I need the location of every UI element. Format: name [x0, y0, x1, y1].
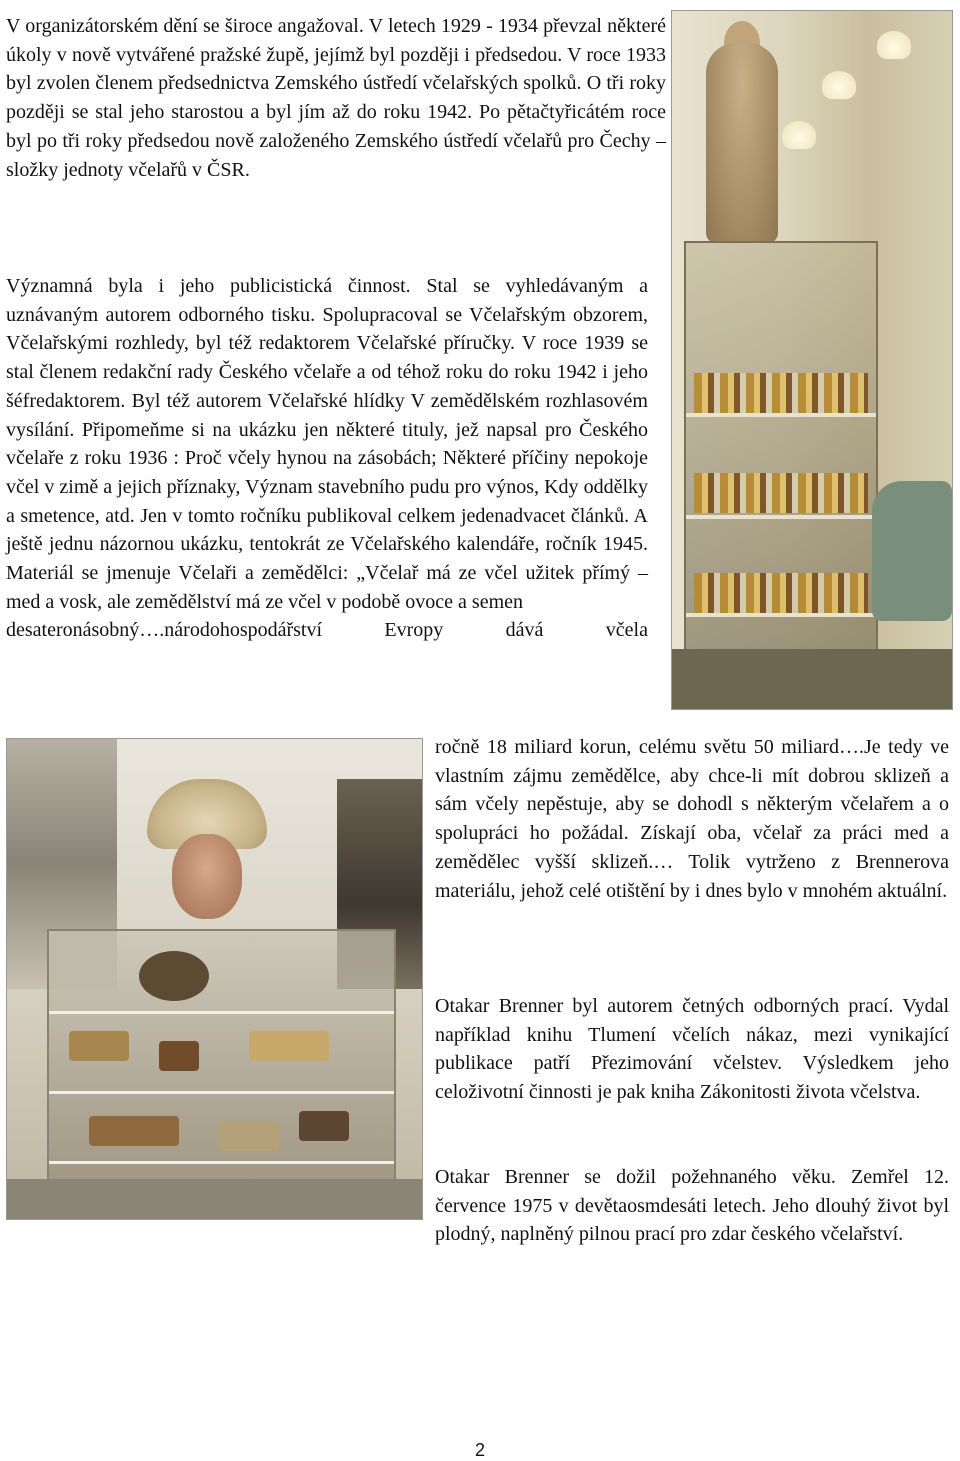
- paragraph-organizational: V organizátorském dění se široce angažoval. V letech 1929 - 1934 převzal některé úkoly v nově vytvářené pražské župě, jejímž byl později i předsedou. V roce 1933 byl zvolen členem předsednictva Zemského ústředí včelařských spolků. O tři roky později se stal jeho starostou a byl jím až do roku 1942. Po pětačtyřicátém roce byl po tři roky předsedou nově založeného Zemského ústředí včelařů pro Čechy – složky jednoty včelařů v ČSR.: [6, 15, 666, 181]
- paragraph-works: Otakar Brenner byl autorem četných odborných prací. Vydal například knihu Tlumení včelích nákaz, mezi vynikající publikace patří Přezimování včelstev. Výsledkem jeho celoživotní činnosti je pak kniha Zákonitosti života včelstva.: [435, 995, 949, 1104]
- paragraph-publicist: [6, 272, 648, 645]
- page-number: 2: [474, 1440, 485, 1460]
- display-case-hat-photo: [6, 738, 423, 1220]
- paragraph-publicist-break-line: desateronásobný….národohospodářství Evropy dává včela: [6, 619, 648, 642]
- paragraph-publicist-continued: ročně 18 miliard korun, celému světu 50 miliard….Je tedy ve vlastním zájmu zemědělce, aby chce-li mít dobrou sklizeň a sám včely nepěstuje, aby se dohodl s některým včelařem a o spolupráci ho požádal. Získají oba, včelař za práci med a zemědělec vyšší sklizeň.… Tolik vytrženo z Brennerova materiálu, jehož celé otištění by i dnes bylo v mnohém aktuální.: [435, 736, 949, 902]
- paragraph-publicist-text: Významná byla i jeho publicistická činnost. Stal se vyhledávaným a uznávaným autorem odborného tisku. Spolupracoval se Včelařským obzorem, Včelařskými rozhledy, byl též redaktorem Včelařské příručky. V roce 1939 se stal členem redakční rady Českého včelaře a od téhož roku do roku 1942 i jeho šéfredaktorem. Byl též autorem Včelařské hlídky V zemědělském rozhlasovém vysílání. Připomeňme si na ukázku jen některé tituly, jež napsal pro Českého včelaře z roku 1936 : Proč včely hynou na zásobách; Některé příčiny nepokoje včel v zimě a jejich příznaky, Význam stavebního pudu pro výnos, Kdy oddělky a smetence, atd. Jen v tomto ročníku publikoval celkem jedenadvacet článků. A ještě jednu názornou ukázku, tentokrát ze Včelařského kalendáře, ročník 1945. Materiál se jmenuje Včelaři a zemědělci: „Včelař má ze včel užitek přímý – med a vosk, ale zemědělství má ze včel v podobě ovoce a semen: [6, 275, 648, 613]
- display-case-statue-photo: [671, 10, 953, 710]
- paragraph-death: Otakar Brenner se dožil požehnaného věku. Zemřel 12. července 1975 v devětaosmdesáti letech. Jeho dlouhý život byl plodný, naplněný pilnou prací pro zdar českého včelařství.: [435, 1166, 949, 1246]
